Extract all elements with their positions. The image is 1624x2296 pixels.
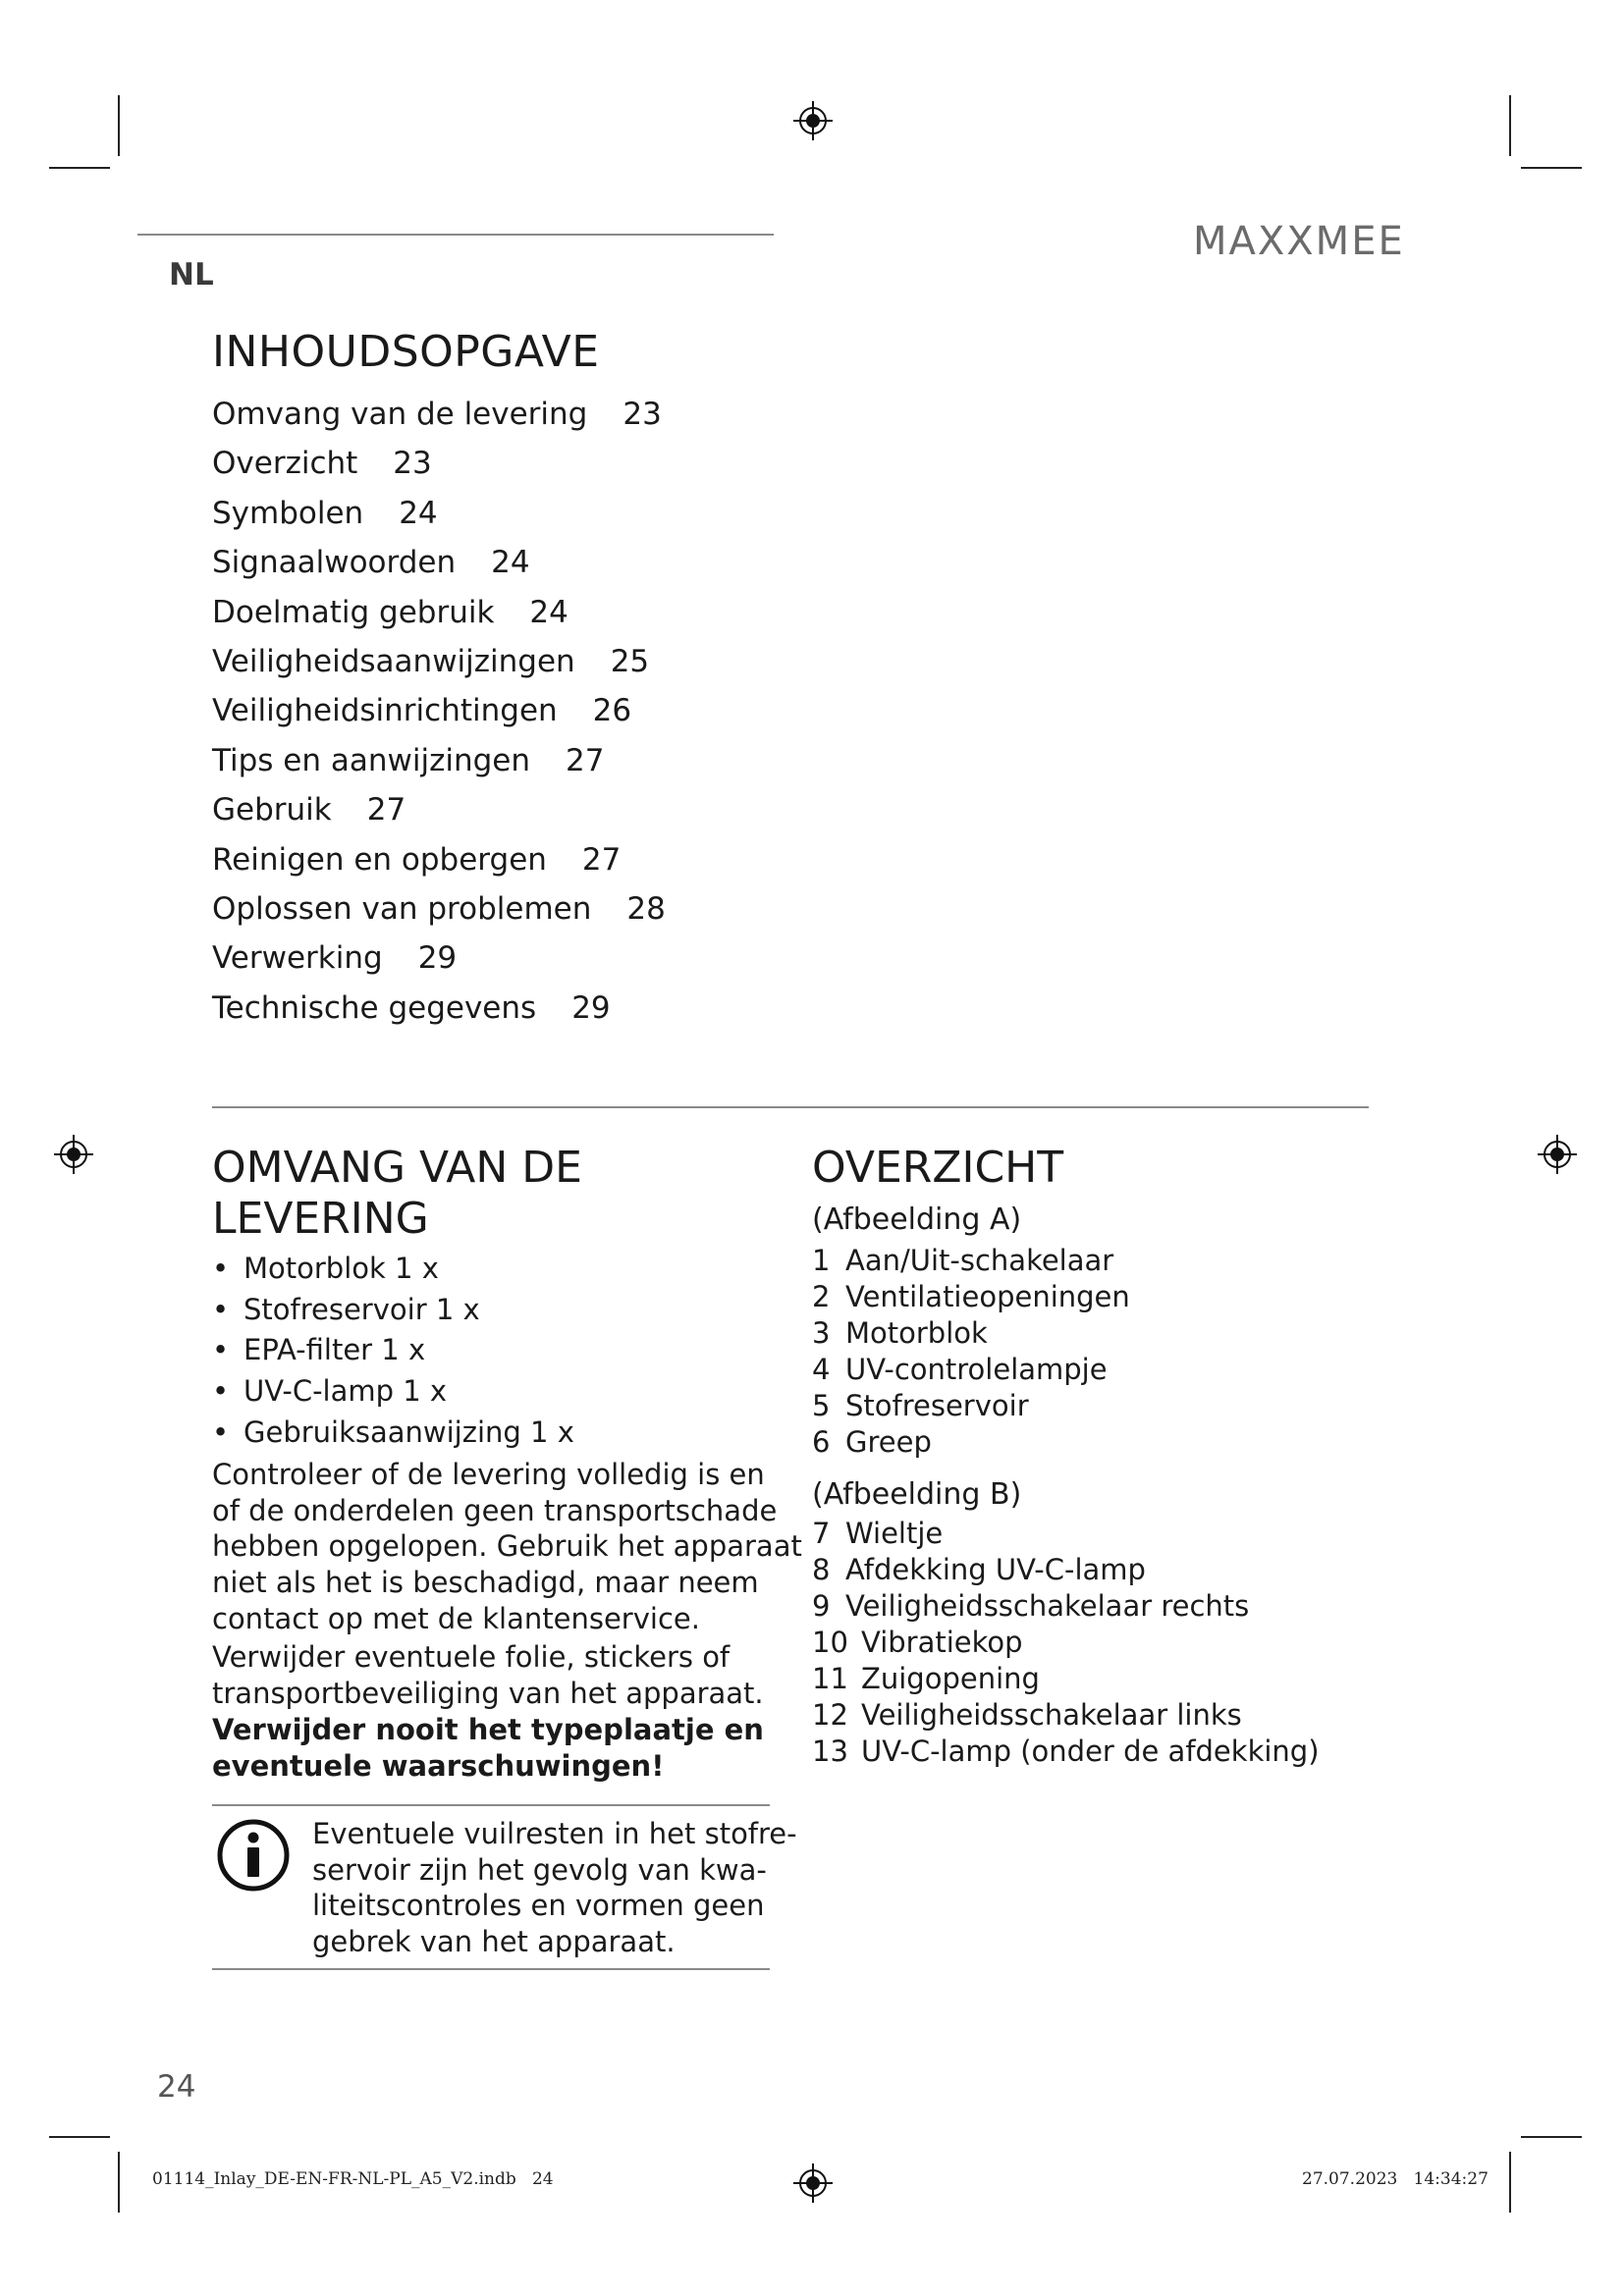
item-number: 5 xyxy=(812,1389,831,1422)
brand-logo-text: MAXXMEE xyxy=(1193,219,1405,264)
note-rule-top xyxy=(212,1804,770,1806)
crop-mark xyxy=(49,167,110,169)
item-number: 4 xyxy=(812,1353,831,1386)
item-number: 7 xyxy=(812,1517,831,1550)
item-label: Aan/Uit-schakelaar xyxy=(845,1244,1114,1277)
item-label: Motorblok xyxy=(845,1316,988,1350)
toc-item xyxy=(212,887,666,936)
crop-mark xyxy=(1509,95,1511,156)
crop-mark xyxy=(49,2136,110,2138)
item-label: Veiligheidsschakelaar links xyxy=(861,1698,1242,1732)
toc-item-page: 23 xyxy=(623,397,662,432)
toc-item xyxy=(212,541,666,590)
info-icon xyxy=(216,1818,291,1893)
toc-item-label: Reinigen en opbergen xyxy=(212,841,547,878)
toc-item-label: Technische gegevens xyxy=(212,989,537,1026)
delivery-title xyxy=(212,1143,582,1245)
toc-item xyxy=(212,492,666,541)
toc-item xyxy=(212,591,666,640)
toc-item-page: 24 xyxy=(529,594,568,630)
overview-list-a xyxy=(812,1243,1130,1461)
delivery-warning xyxy=(212,1712,764,1784)
note-rule-bottom xyxy=(212,1968,770,1970)
figure-b-label: (Afbeelding B) xyxy=(812,1477,1022,1512)
footer-file-info: 01114_Inlay_DE-EN-FR-NL-PL_A5_V2.indb 24 xyxy=(152,2169,554,2189)
item-number: 9 xyxy=(812,1589,831,1623)
item-label: Stofreservoir xyxy=(845,1389,1029,1422)
toc-item-page: 25 xyxy=(610,643,650,679)
header-rule xyxy=(137,234,774,236)
item-number: 13 xyxy=(812,1735,848,1768)
section-divider xyxy=(212,1106,1369,1108)
text-line: hebben opgelopen. Gebruik het apparaat xyxy=(212,1529,802,1564)
text-line: eventuele waarschuwingen! xyxy=(212,1748,665,1783)
list-item xyxy=(812,1424,1130,1461)
list-item xyxy=(812,1588,1320,1625)
toc-item-page: 27 xyxy=(366,792,406,828)
toc-item-page: 24 xyxy=(491,545,530,581)
toc-item-label: Gebruik xyxy=(212,792,332,828)
registration-mark-icon xyxy=(793,101,833,140)
text-line: of de onderdelen geen transportschade xyxy=(212,1493,778,1527)
toc-item-label: Oplossen van problemen xyxy=(212,890,592,927)
overview-list-b xyxy=(812,1516,1320,1770)
registration-mark-icon xyxy=(1538,1135,1577,1174)
list-item xyxy=(812,1315,1130,1352)
toc-item-label: Verwerking xyxy=(212,940,383,977)
text-line: Verwijder nooit het typeplaatje en xyxy=(212,1713,764,1746)
toc-item xyxy=(212,987,666,1036)
text-line: Eventuele vuilresten in het stofre- xyxy=(312,1817,797,1850)
delivery-paragraph-1 xyxy=(212,1457,802,1637)
crop-mark xyxy=(1521,167,1582,169)
list-item: • Stofreservoir 1 x xyxy=(212,1290,574,1331)
list-item xyxy=(812,1552,1320,1588)
toc-item-page: 29 xyxy=(571,989,611,1026)
list-item xyxy=(812,1516,1320,1552)
toc-item-label: Omvang van de levering xyxy=(212,397,588,432)
toc-item-page: 29 xyxy=(417,940,458,977)
toc-item xyxy=(212,838,666,887)
list-item: • EPA-filter 1 x xyxy=(212,1330,574,1371)
text-line: contact op met de klantenservice. xyxy=(212,1601,700,1635)
language-label: NL xyxy=(169,257,214,293)
toc-item-label: Veiligheidsinrichtingen xyxy=(212,693,558,729)
info-note xyxy=(312,1816,797,1960)
toc-item-page: 24 xyxy=(399,495,438,531)
toc-item-page: 27 xyxy=(581,841,622,878)
item-label: Veiligheidsschakelaar rechts xyxy=(845,1589,1250,1623)
toc-item-label: Tips en aanwijzingen xyxy=(212,742,531,778)
toc-item xyxy=(212,640,666,689)
item-number: 12 xyxy=(812,1698,848,1732)
text-line: gebrek van het apparaat. xyxy=(312,1925,676,1959)
text-line: liteitscontroles en vormen geen xyxy=(312,1889,765,1923)
list-item: • Motorblok 1 x xyxy=(212,1249,574,1290)
text-line: servoir zijn het gevolg van kwa- xyxy=(312,1852,767,1887)
delivery-list xyxy=(212,1249,574,1453)
toc-item xyxy=(212,788,666,837)
toc-item-page: 26 xyxy=(592,693,632,729)
item-number: 1 xyxy=(812,1244,831,1277)
toc-item-label: Symbolen xyxy=(212,495,364,531)
item-label: UV-controlelampje xyxy=(845,1353,1108,1386)
toc-item-page: 23 xyxy=(393,446,432,482)
item-number: 8 xyxy=(812,1553,831,1586)
toc-item-page: 27 xyxy=(566,742,605,778)
list-item xyxy=(812,1352,1130,1388)
item-number: 2 xyxy=(812,1280,831,1313)
text-line: transportbeveiliging van het apparaat. xyxy=(212,1676,764,1710)
delivery-title-line1: OMVANG VAN DE xyxy=(212,1143,582,1193)
list-item xyxy=(812,1279,1130,1315)
toc-item-label: Signaalwoorden xyxy=(212,545,457,581)
brand-logo xyxy=(1193,219,1405,264)
item-label: Wieltje xyxy=(845,1517,944,1550)
list-item: • Gebruiksaanwijzing 1 x xyxy=(212,1413,574,1454)
toc-item xyxy=(212,689,666,738)
item-number: 10 xyxy=(812,1626,848,1659)
list-item xyxy=(812,1625,1320,1661)
toc-item-label: Doelmatig gebruik xyxy=(212,594,495,630)
crop-mark xyxy=(1509,2152,1511,2213)
crop-mark xyxy=(1521,2136,1582,2138)
item-number: 6 xyxy=(812,1425,831,1459)
toc-title: INHOUDSOPGAVE xyxy=(212,327,600,377)
item-label: Zuigopening xyxy=(861,1662,1040,1695)
toc-item xyxy=(212,739,666,788)
item-number: 11 xyxy=(812,1662,848,1695)
toc-item-label: Overzicht xyxy=(212,446,358,482)
footer-timestamp: 27.07.2023 14:34:27 xyxy=(1302,2169,1489,2189)
item-label: Ventilatieopeningen xyxy=(845,1280,1130,1313)
item-label: UV-C-lamp (onder de afdekking) xyxy=(861,1735,1320,1768)
registration-mark-icon xyxy=(793,2163,833,2203)
registration-mark-icon xyxy=(54,1135,93,1174)
item-label: Afdekking UV-C-lamp xyxy=(845,1553,1146,1586)
toc-item xyxy=(212,393,666,442)
item-label: Greep xyxy=(845,1425,932,1459)
item-number: 3 xyxy=(812,1316,831,1350)
list-item xyxy=(812,1697,1320,1734)
delivery-paragraph-2 xyxy=(212,1639,764,1711)
page-number: 24 xyxy=(157,2069,196,2105)
toc-item-label: Veiligheidsaanwijzingen xyxy=(212,643,575,679)
figure-a-label: (Afbeelding A) xyxy=(812,1202,1022,1237)
toc-list xyxy=(212,393,666,1036)
list-item xyxy=(812,1243,1130,1279)
toc-item xyxy=(212,442,666,491)
crop-mark xyxy=(118,2152,120,2213)
list-item xyxy=(812,1734,1320,1770)
toc-item-page: 28 xyxy=(626,890,666,927)
toc-item xyxy=(212,936,666,986)
delivery-title-line2: LEVERING xyxy=(212,1194,429,1244)
text-line: niet als het is beschadigd, maar neem xyxy=(212,1566,759,1600)
text-line: Controleer of de levering volledig is en xyxy=(212,1458,765,1491)
list-item: • UV-C-lamp 1 x xyxy=(212,1371,574,1413)
crop-mark xyxy=(118,95,120,156)
overview-title: OVERZICHT xyxy=(812,1143,1064,1193)
list-item xyxy=(812,1661,1320,1697)
text-line: Verwijder eventuele folie, stickers of xyxy=(212,1640,731,1674)
list-item xyxy=(812,1388,1130,1424)
item-label: Vibratiekop xyxy=(861,1626,1023,1659)
